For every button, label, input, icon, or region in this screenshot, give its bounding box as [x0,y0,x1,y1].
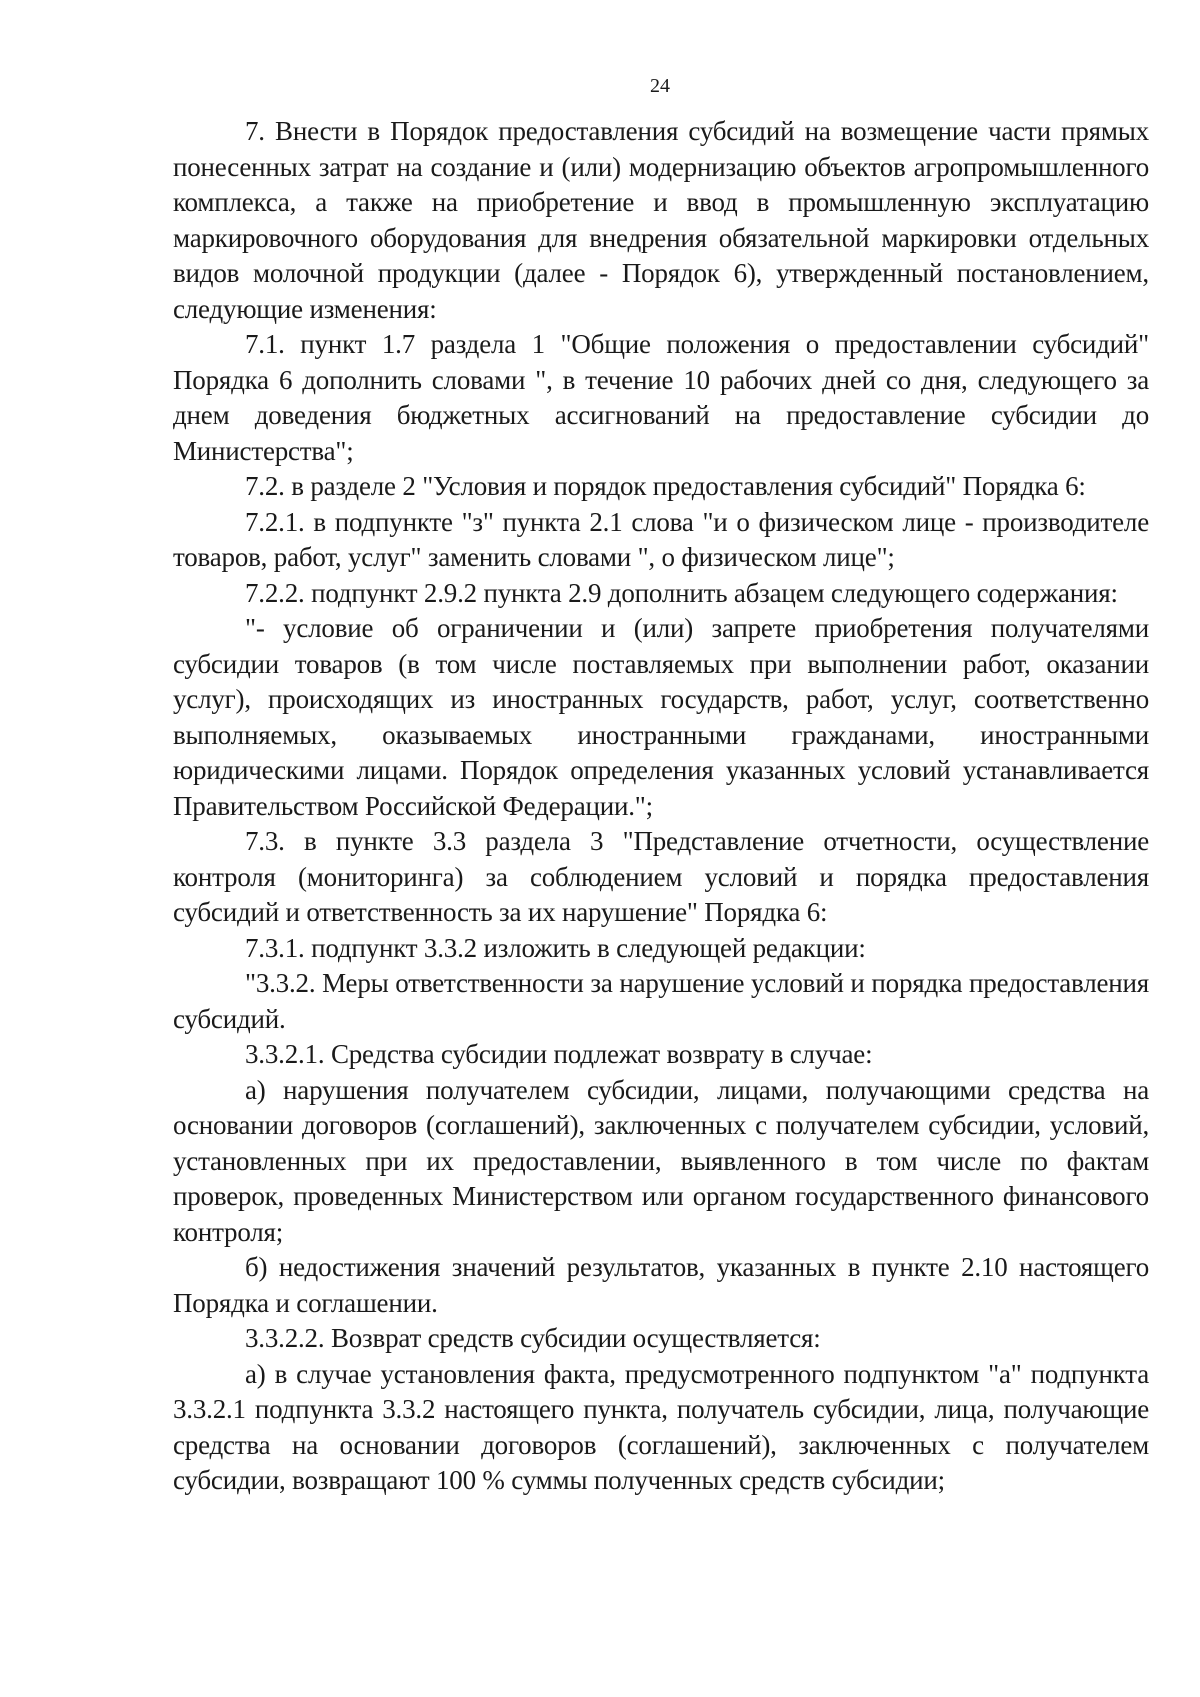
page-number: 24 [650,75,670,97]
paragraph-7-2: 7.2. в разделе 2 "Условия и порядок предоставления субсидий" Порядка 6: [245,471,1086,501]
paragraph-7-1: 7.1. пункт 1.7 раздела 1 "Общие положения о предоставлении субсидий" Порядка 6 дополнить словами ", в течение 10 рабочих дней со дня, следующего за днем доведения бюджетных ассигнований на предоставление субсидии до Министерства"; [173,329,1149,466]
paragraph-3-3-2-2: 3.3.2.2. Возврат средств субсидии осуществляется: [245,1323,821,1353]
paragraph-7: 7. Внести в Порядок предоставления субсидий на возмещение части прямых понесенных затрат на создание и (или) модернизацию объектов агропромышленного комплекса, а также на приобретение и ввод в промышленную эксплуатацию маркировочного оборудования для внедрения обязательной маркировки отдельных видов молочной продукции (далее - Порядок 6), утвержденный постановлением, следующие изменения: [173,116,1149,324]
paragraph-quoted-condition: "- условие об ограничении и (или) запрете приобретения получателями субсидии товаров (в том числе поставляемых при выполнении работ, оказании услуг), происходящих из иностранных государств, работ, услуг, соответственно выполняемых, оказываемых иностранными гражданами, иностранными юридическими лицами. Порядок определения указанных условий устанавливается Правительством Российской Федерации."; [173,613,1149,821]
paragraph-7-2-2: 7.2.2. подпункт 2.9.2 пункта 2.9 дополнить абзацем следующего содержания: [245,577,1118,608]
paragraph-3-3-2-1: 3.3.2.1. Средства субсидии подлежат возврату в случае: [245,1039,873,1069]
paragraph-item-a-violation: а) нарушения получателем субсидии, лицами, получающими средства на основании договоров (соглашений), заключенных с получателем субсидии, условий, установленных при их предоставлении, выявленного в том числе по фактам проверок, проведенных Министерством или органом государственного финансового контроля; [173,1074,1149,1247]
paragraph-7-2-1: 7.2.1. в подпункте "з" пункта 2.1 слова "и о физическом лице - производителе товаров, работ, услуг" заменить словами ", о физическом лице"; [173,506,1149,572]
paragraph-7-3-1: 7.3.1. подпункт 3.3.2 изложить в следующей редакции: [245,932,866,963]
document-body [173,114,1149,1499]
paragraph-item-b-results: б) недостижения значений результатов, указанных в пункте 2.10 настоящего Порядка и соглашении. [173,1252,1149,1318]
paragraph-3-3-2: "3.3.2. Меры ответственности за нарушение условий и порядка предоставления субсидий. [173,968,1149,1034]
paragraph-item-a-return: а) в случае установления факта, предусмотренного подпунктом "а" подпункта 3.3.2.1 подпункта 3.3.2 настоящего пункта, получатель субсидии, лица, получающие средства на основании договоров (соглашений), заключенных с получателем субсидии, возвращают 100 % суммы полученных средств субсидии; [173,1358,1149,1495]
paragraph-7-3: 7.3. в пункте 3.3 раздела 3 "Представление отчетности, осуществление контроля (мониторинга) за соблюдением условий и порядка предоставления субсидий и ответственность за их нарушение" Порядка 6: [173,826,1149,927]
